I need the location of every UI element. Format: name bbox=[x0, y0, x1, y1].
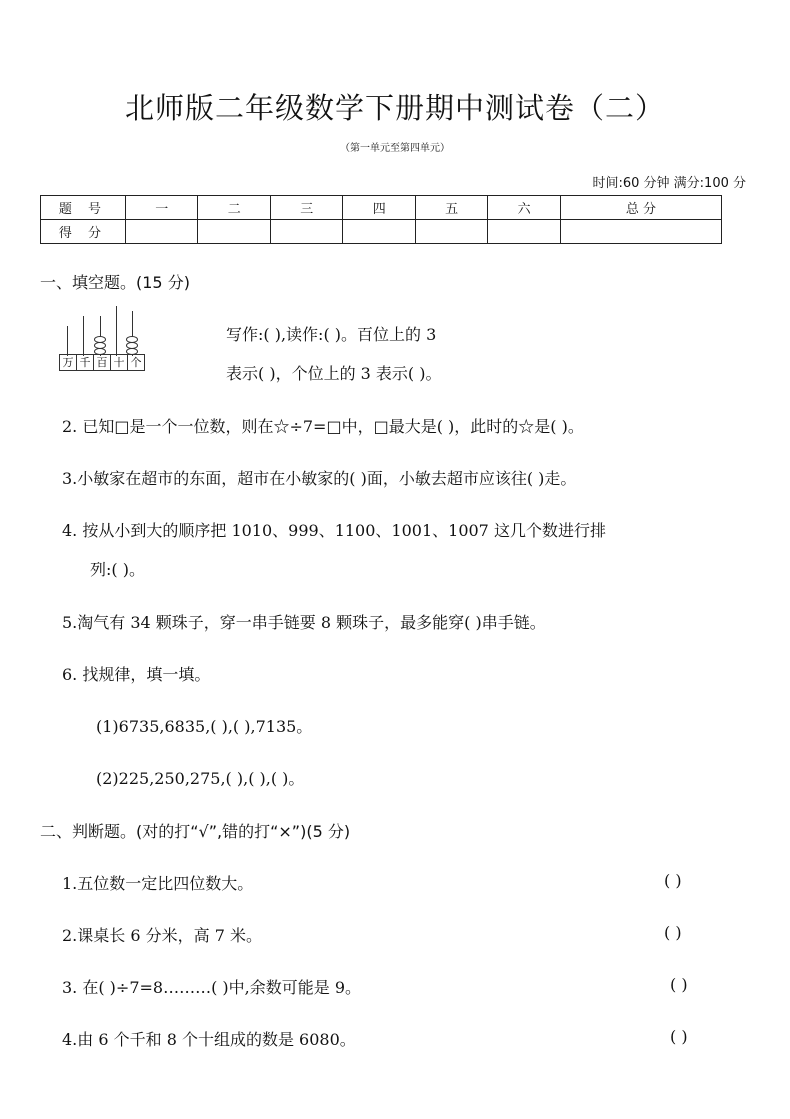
abacus-rod bbox=[116, 306, 117, 356]
score-blank[interactable] bbox=[198, 220, 270, 244]
page-subtitle: （第一单元至第四单元） bbox=[340, 143, 450, 154]
score-header-row bbox=[41, 196, 722, 220]
abacus-label: 百 bbox=[94, 355, 111, 370]
abacus-label: 个 bbox=[130, 356, 142, 369]
score-blank[interactable] bbox=[488, 220, 560, 244]
question-1-line1: 写作:( ),读作:( )。百位上的 3 bbox=[226, 325, 437, 344]
judge-bracket-3[interactable]: ( ) bbox=[670, 975, 688, 994]
question-6-2: (2)225,250,275,( ),( ),( )。 bbox=[96, 769, 305, 788]
judge-bracket-1[interactable]: ( ) bbox=[664, 871, 682, 890]
question-6: 6. 找规律，填一填。 bbox=[62, 665, 211, 684]
score-cell: 六 bbox=[488, 196, 560, 220]
section2-heading: 二、判断题。(对的打“√”,错的打“×”)(5 分) bbox=[40, 822, 351, 841]
question-4-line2: 列:( )。 bbox=[90, 560, 145, 579]
abacus-bead bbox=[126, 342, 138, 349]
judge-item-3: 3. 在( )÷7=8………( )中,余数可能是 9。 bbox=[62, 978, 362, 997]
score-blank[interactable] bbox=[560, 220, 721, 244]
judge-item-2: 2.课桌长 6 分米，高 7 米。 bbox=[62, 926, 262, 945]
exam-meta: 时间:60 分钟 满分:100 分 bbox=[592, 176, 746, 191]
score-table bbox=[40, 195, 722, 244]
question-2: 2. 已知□是一个一位数，则在☆÷7=□中，□最大是( )，此时的☆是( )。 bbox=[62, 417, 584, 436]
abacus-bead bbox=[94, 342, 106, 349]
page-title: 北师版二年级数学下册期中测试卷（二） bbox=[124, 91, 665, 125]
question-5: 5.淘气有 34 颗珠子，穿一串手链要 8 颗珠子，最多能穿( )串手链。 bbox=[62, 613, 546, 632]
score-cell: 题 号 bbox=[41, 196, 126, 220]
score-value-row bbox=[41, 220, 722, 244]
score-cell: 一 bbox=[126, 196, 198, 220]
score-blank[interactable] bbox=[270, 220, 342, 244]
score-cell: 二 bbox=[198, 196, 270, 220]
abacus-figure bbox=[58, 303, 148, 371]
abacus-label: 十 bbox=[111, 355, 128, 370]
abacus-rod bbox=[83, 316, 84, 356]
score-cell: 总 分 bbox=[560, 196, 721, 220]
question-3: 3.小敏家在超市的东面，超市在小敏家的( )面，小敏去超市应该往( )走。 bbox=[62, 469, 577, 488]
score-cell: 三 bbox=[270, 196, 342, 220]
question-4-line1: 4. 按从小到大的顺序把 1010、999、1100、1001、1007 这几个数进行排 bbox=[62, 521, 606, 540]
score-blank[interactable] bbox=[126, 220, 198, 244]
judge-bracket-4[interactable]: ( ) bbox=[670, 1027, 688, 1046]
section1-heading: 一、填空题。(15 分) bbox=[40, 273, 190, 292]
abacus-label: 万 bbox=[60, 355, 77, 370]
judge-bracket-2[interactable]: ( ) bbox=[664, 923, 682, 942]
judge-item-1: 1.五位数一定比四位数大。 bbox=[62, 874, 254, 893]
score-cell: 四 bbox=[343, 196, 415, 220]
score-blank[interactable] bbox=[343, 220, 415, 244]
score-cell: 五 bbox=[415, 196, 487, 220]
abacus-bead bbox=[126, 336, 138, 343]
abacus-place-labels bbox=[59, 354, 145, 371]
question-6-1: (1)6735,6835,( ),( ),7135。 bbox=[96, 717, 313, 736]
abacus-bead bbox=[94, 336, 106, 343]
score-label: 得 分 bbox=[41, 220, 126, 244]
judge-item-4: 4.由 6 个千和 8 个十组成的数是 6080。 bbox=[62, 1030, 356, 1049]
abacus-rod bbox=[67, 326, 68, 356]
abacus-label: 千 bbox=[77, 355, 94, 370]
score-blank[interactable] bbox=[415, 220, 487, 244]
question-1-line2: 表示( )，个位上的 3 表示( )。 bbox=[226, 364, 442, 383]
